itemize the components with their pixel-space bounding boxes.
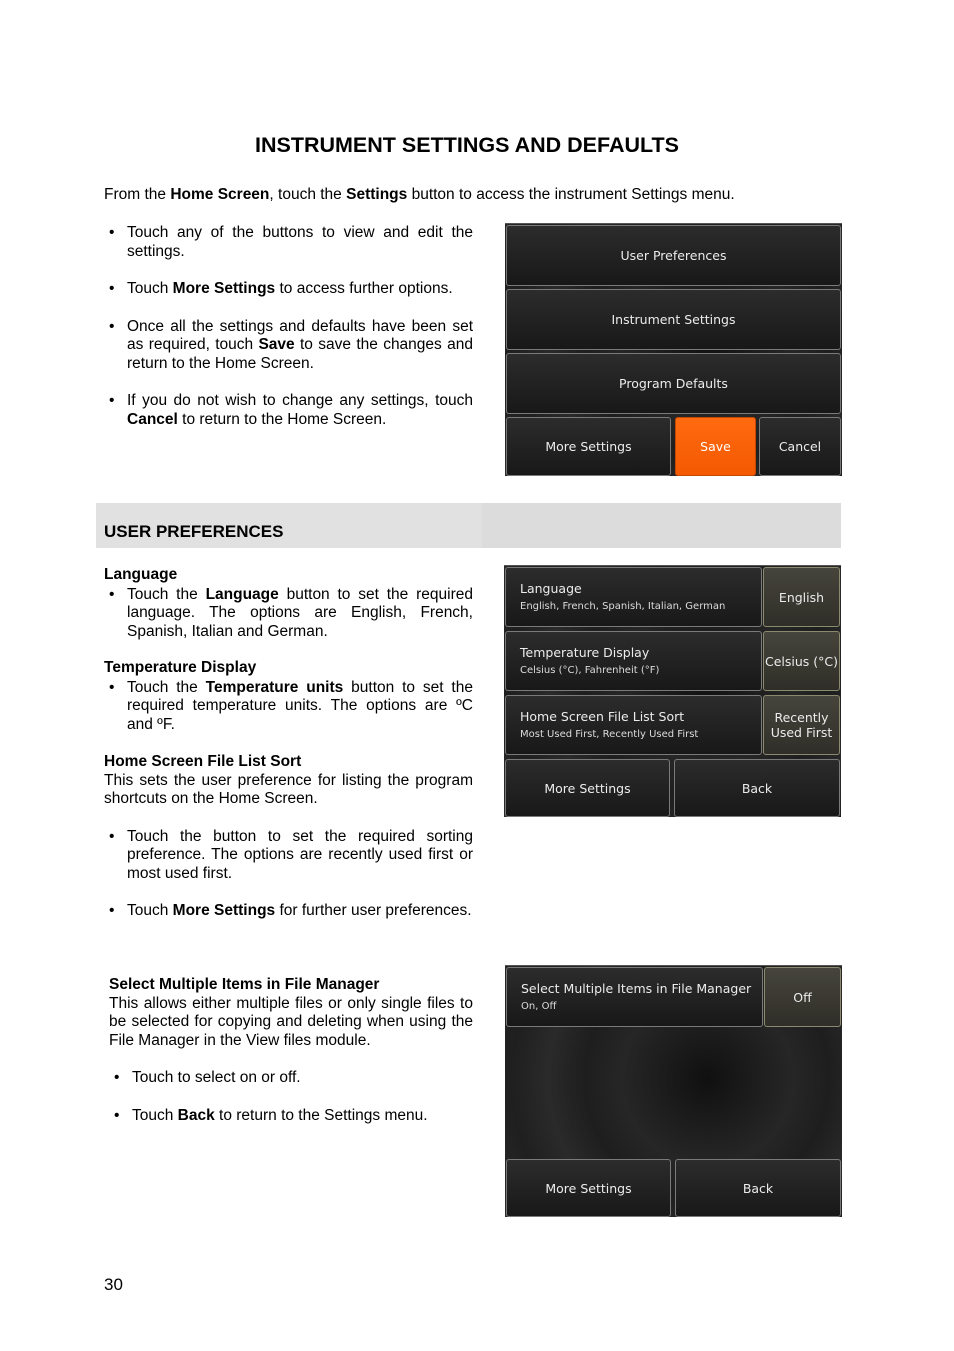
section-title-user-preferences: USER PREFERENCES — [104, 522, 284, 541]
file-sort-bullet: • Touch the button to set the required sorting preference. The options are recently used first or most used first. — [104, 828, 473, 884]
save-button[interactable]: Save — [675, 417, 756, 476]
cancel-button[interactable]: Cancel — [759, 417, 841, 476]
back-button[interactable]: Back — [675, 1159, 841, 1217]
page-title: INSTRUMENT SETTINGS AND DEFAULTS — [254, 133, 680, 157]
multi-select-heading: Select Multiple Items in File Manager — [109, 976, 380, 993]
bullet-more-settings: • Touch More Settings to access further options. — [104, 280, 473, 299]
language-section — [104, 566, 473, 641]
multi-select-value-button[interactable]: Off — [764, 967, 841, 1027]
bullet-save: • Once all the settings and defaults have been set as required, touch Save to save the changes and return to the Home Screen. — [104, 318, 473, 374]
file-sort-setting-button[interactable]: Home Screen File List Sort Most Used First, Recently Used First — [505, 695, 762, 755]
multi-select-section — [109, 976, 473, 1125]
temperature-bullet: • Touch the Temperature units button to set the required temperature units. The options are ºC and ºF. — [104, 679, 473, 735]
page-number: 30 — [104, 1275, 123, 1294]
temperature-heading: Temperature Display — [104, 659, 257, 676]
back-button[interactable]: Back — [674, 759, 840, 817]
program-defaults-button[interactable]: Program Defaults — [506, 353, 841, 414]
more-settings-button[interactable]: More Settings — [506, 1159, 671, 1217]
bullet-cancel: • If you do not wish to change any settings, touch Cancel to return to the Home Screen. — [104, 392, 473, 429]
user-preferences-button[interactable]: User Preferences — [506, 225, 841, 286]
temperature-section — [104, 659, 473, 734]
user-preferences-screen — [504, 565, 841, 817]
more-settings-button[interactable]: More Settings — [506, 417, 671, 476]
multi-select-setting-button[interactable]: Select Multiple Items in File Manager On, Off — [506, 967, 763, 1027]
file-sort-more-bullet: • Touch More Settings for further user preferences. — [104, 902, 473, 921]
language-bullet: • Touch the Language button to set the required language. The options are English, French, Spanish, Italian and German. — [104, 586, 473, 642]
file-sort-heading: Home Screen File List Sort — [104, 753, 302, 770]
multi-select-description: This allows either multiple files or only single files to be selected for copying and deleting when using the File Manager in the View files module. — [109, 994, 473, 1049]
temperature-setting-button[interactable]: Temperature Display Celsius (°C), Fahrenheit (°F) — [505, 631, 762, 691]
more-settings-button[interactable]: More Settings — [505, 759, 670, 817]
language-heading: Language — [104, 566, 178, 583]
file-manager-screen — [505, 965, 842, 1217]
temperature-value-button[interactable]: Celsius (°C) — [763, 631, 840, 691]
intro-paragraph: From the Home Screen, touch the Settings button to access the instrument Settings menu. — [104, 186, 735, 203]
language-setting-button[interactable]: Language English, French, Spanish, Italian, German — [505, 567, 762, 627]
settings-screen — [505, 223, 842, 476]
language-value-button[interactable]: English — [763, 567, 840, 627]
bullet-view-edit: • Touch any of the buttons to view and edit the settings. — [104, 224, 473, 261]
file-sort-value-button[interactable]: Recently Used First — [763, 695, 840, 755]
instrument-settings-button[interactable]: Instrument Settings — [506, 289, 841, 350]
multi-select-back-bullet: • Touch Back to return to the Settings menu. — [109, 1107, 473, 1126]
file-sort-description: This sets the user preference for listing the program shortcuts on the Home Screen. — [104, 771, 473, 807]
multi-select-bullet: • Touch to select on or off. — [109, 1069, 473, 1088]
settings-bullets — [104, 224, 473, 429]
file-sort-section — [104, 753, 473, 921]
